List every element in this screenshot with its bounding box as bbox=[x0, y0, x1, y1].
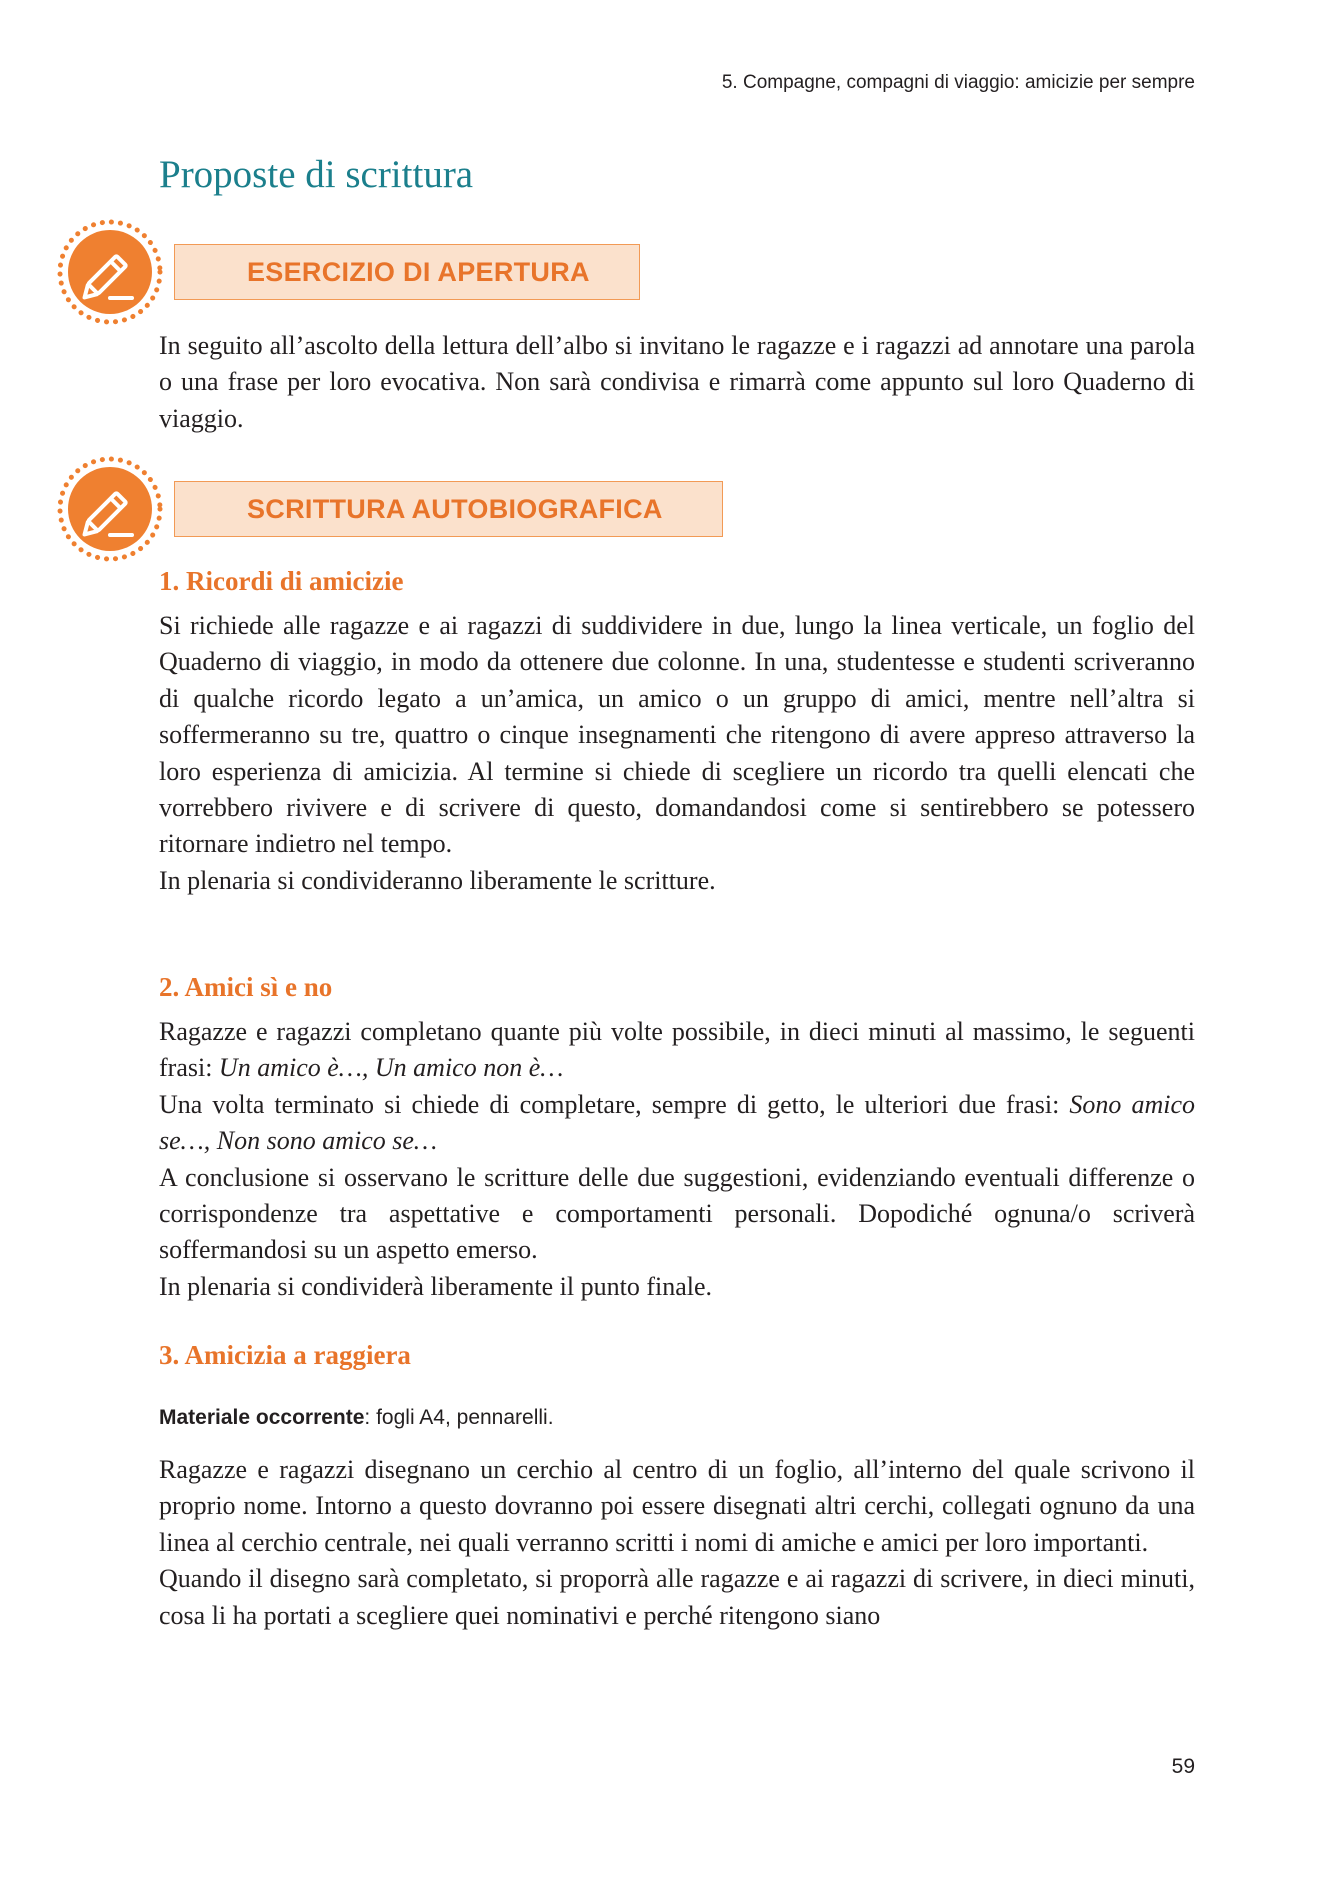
exercise-body-3 bbox=[159, 1452, 1195, 1634]
section-heading-apertura bbox=[56, 218, 756, 318]
paragraph: Una volta terminato si chiede di completare, sempre di getto, le ulteriori due frasi: Sono amico se…, Non sono amico se… bbox=[159, 1089, 1195, 1156]
section-heading-autobiografica bbox=[56, 455, 756, 555]
exercise-title-3: 3. Amicizia a raggiera bbox=[159, 1340, 411, 1370]
running-header: 5. Compagne, compagni di viaggio: amicizie per sempre bbox=[721, 72, 1195, 93]
paragraph: Quando il disegno sarà completato, si proporrà alle ragazze e ai ragazzi di scrivere, in dieci minuti, cosa li ha portati a scegliere quei nominativi e perché ritengono siano bbox=[159, 1564, 1195, 1630]
page-title: Proposte di scrittura bbox=[159, 153, 474, 196]
paragraph: In plenaria si condividerà liberamente il punto finale. bbox=[159, 1271, 713, 1301]
exercise-title-1: 1. Ricordi di amicizie bbox=[159, 566, 404, 596]
page-number: 59 bbox=[1171, 1755, 1195, 1778]
section-heading-label: ESERCIZIO DI APERTURA bbox=[247, 256, 590, 287]
paragraph-apertura: In seguito all’ascolto della lettura dell’albo si invitano le ragazze e i ragazzi ad annotare una parola o una frase per loro evocativa. Non sarà condivisa e rimarrà come appunto sul loro Quaderno di viaggio. bbox=[159, 331, 1195, 433]
paragraph: In plenaria si condivideranno liberamente le scritture. bbox=[159, 865, 716, 895]
paragraph: Ragazze e ragazzi completano quante più volte possibile, in dieci minuti al massimo, le seguenti frasi: Un amico è…, Un amico non è… bbox=[159, 1017, 1195, 1083]
section-heading-bar bbox=[174, 481, 723, 537]
pencil-icon bbox=[56, 218, 164, 326]
exercise-body-1 bbox=[159, 608, 1195, 899]
pencil-icon bbox=[56, 455, 164, 563]
exercise-title-2: 2. Amici sì e no bbox=[159, 972, 333, 1002]
section-heading-label: SCRITTURA AUTOBIOGRAFICA bbox=[247, 493, 663, 524]
paragraph: Si richiede alle ragazze e ai ragazzi di suddividere in due, lungo la linea verticale, un foglio del Quaderno di viaggio, in modo da ottenere due colonne. In una, studentesse e studenti scriveranno di qualche ricordo legato a un’amica, un amico o un gruppo di amici, mentre nell’altra si soffermeranno su tre, quattro o cinque insegnamenti che ritengono di avere appreso attraverso la loro esperienza di amicizia. Al termine si chiede di scegliere un ricordo tra quelli elencati che vorrebbero rivivere e di scrivere di questo, domandandosi come si sentirebbero se potessero ritornare indietro nel tempo. bbox=[159, 611, 1195, 859]
paragraph: Ragazze e ragazzi disegnano un cerchio al centro di un foglio, all’interno del quale scrivono il proprio nome. Intorno a questo dovranno poi essere disegnati altri cerchi, collegati ognuno da una linea al cerchio centrale, nei quali verranno scritti i nomi di amiche e amici per loro importanti. bbox=[159, 1455, 1195, 1557]
section-heading-bar bbox=[174, 244, 640, 300]
exercise-body-2 bbox=[159, 1014, 1195, 1305]
materials-line: Materiale occorrente: fogli A4, pennarelli. bbox=[159, 1406, 554, 1429]
paragraph: A conclusione si osservano le scritture delle due suggestioni, evidenziando eventuali differenze o corrispondenze tra aspettative e comportamenti personali. Dopodiché ognuna/o scriverà soffermandosi su un aspetto emerso. bbox=[159, 1162, 1195, 1265]
